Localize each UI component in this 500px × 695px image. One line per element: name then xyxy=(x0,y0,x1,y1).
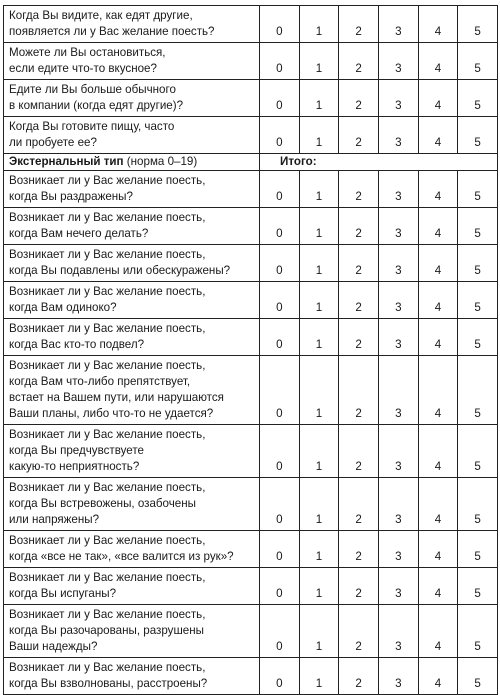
question-text-line: в компании (когда едят другие)? xyxy=(9,99,184,112)
score-option-3[interactable]: 3 xyxy=(378,425,418,478)
score-option-2[interactable]: 2 xyxy=(339,531,379,568)
question-text-line: когда Вы раздражены? xyxy=(9,190,133,203)
score-option-2[interactable]: 2 xyxy=(339,568,379,605)
question-cell xyxy=(4,208,260,245)
question-text-line: Когда Вы готовите пищу, часто xyxy=(9,120,175,133)
score-option-5[interactable]: 5 xyxy=(458,208,498,245)
question-cell xyxy=(4,282,260,319)
question-row xyxy=(4,568,498,605)
score-option-4[interactable]: 4 xyxy=(418,356,458,425)
score-option-1[interactable]: 1 xyxy=(299,117,339,154)
question-row xyxy=(4,80,498,117)
score-option-3[interactable]: 3 xyxy=(378,478,418,531)
score-option-0[interactable]: 0 xyxy=(260,171,300,208)
question-cell xyxy=(4,568,260,605)
score-option-4[interactable]: 4 xyxy=(418,319,458,356)
score-option-3[interactable]: 3 xyxy=(378,6,418,43)
score-option-4[interactable]: 4 xyxy=(418,6,458,43)
score-option-1[interactable]: 1 xyxy=(299,319,339,356)
score-option-4[interactable]: 4 xyxy=(418,282,458,319)
score-option-0[interactable]: 0 xyxy=(260,658,300,695)
question-text-line: какую-то неприятность? xyxy=(9,460,140,473)
question-text-line: или напряжены? xyxy=(9,513,100,526)
question-text-line: Возникает ли у Вас желание поесть, xyxy=(9,428,206,441)
question-text-line: появляется ли у Вас желание поесть? xyxy=(9,25,215,38)
score-option-5[interactable]: 5 xyxy=(458,6,498,43)
question-row xyxy=(4,171,498,208)
section-title-cell xyxy=(4,154,260,171)
question-text-line: Возникает ли у Вас желание поесть, xyxy=(9,481,206,494)
question-text-line: когда Вы испуганы? xyxy=(9,587,117,600)
score-option-2[interactable]: 2 xyxy=(339,171,379,208)
score-option-0[interactable]: 0 xyxy=(260,6,300,43)
score-option-1[interactable]: 1 xyxy=(299,658,339,695)
score-option-3[interactable]: 3 xyxy=(378,605,418,658)
score-option-3[interactable]: 3 xyxy=(378,319,418,356)
score-option-5[interactable]: 5 xyxy=(458,605,498,658)
score-option-4[interactable]: 4 xyxy=(418,245,458,282)
question-row xyxy=(4,531,498,568)
score-option-2[interactable]: 2 xyxy=(339,319,379,356)
score-option-2[interactable]: 2 xyxy=(339,658,379,695)
score-option-2[interactable]: 2 xyxy=(339,80,379,117)
question-text-line: когда Вы встревожены, озабочены xyxy=(9,497,196,510)
question-cell xyxy=(4,171,260,208)
score-option-3[interactable]: 3 xyxy=(378,282,418,319)
score-option-0[interactable]: 0 xyxy=(260,282,300,319)
question-cell xyxy=(4,658,260,695)
score-option-4[interactable]: 4 xyxy=(418,658,458,695)
score-option-2[interactable]: 2 xyxy=(339,117,379,154)
question-text-line: если едите что-то вкусное? xyxy=(9,62,157,75)
score-option-5[interactable]: 5 xyxy=(458,531,498,568)
question-cell xyxy=(4,80,260,117)
score-option-5[interactable]: 5 xyxy=(458,478,498,531)
questions-bottom xyxy=(4,171,498,695)
score-option-4[interactable]: 4 xyxy=(418,171,458,208)
score-option-2[interactable]: 2 xyxy=(339,425,379,478)
score-option-4[interactable]: 4 xyxy=(418,425,458,478)
score-option-1[interactable]: 1 xyxy=(299,282,339,319)
score-option-1[interactable]: 1 xyxy=(299,605,339,658)
question-text-line: Возникает ли у Вас желание поесть, xyxy=(9,248,206,261)
score-option-1[interactable]: 1 xyxy=(299,478,339,531)
question-row xyxy=(4,6,498,43)
question-text-line: Возникает ли у Вас желание поесть, xyxy=(9,211,206,224)
question-text-line: когда Вам нечего делать? xyxy=(9,227,149,240)
question-text-line: Возникает ли у Вас желание поесть, xyxy=(9,661,206,674)
section-title: Экстернальный тип xyxy=(9,155,124,168)
question-text-line: ли пробуете ее? xyxy=(9,136,97,149)
score-option-1[interactable]: 1 xyxy=(299,6,339,43)
section-header-group xyxy=(4,154,498,171)
score-option-1[interactable]: 1 xyxy=(299,208,339,245)
question-row xyxy=(4,605,498,658)
total-label: Итого: xyxy=(280,155,317,168)
question-text-line: Ваши надежды? xyxy=(9,640,98,653)
question-row xyxy=(4,356,498,425)
question-row xyxy=(4,208,498,245)
question-text-line: когда Вы подавлены или обескуражены? xyxy=(9,264,231,277)
score-option-2[interactable]: 2 xyxy=(339,208,379,245)
score-option-1[interactable]: 1 xyxy=(299,245,339,282)
score-option-5[interactable]: 5 xyxy=(458,171,498,208)
score-option-0[interactable]: 0 xyxy=(260,245,300,282)
score-option-2[interactable]: 2 xyxy=(339,282,379,319)
score-option-3[interactable]: 3 xyxy=(378,245,418,282)
question-text-line: когда Вас кто-то подвел? xyxy=(9,338,145,351)
score-option-4[interactable]: 4 xyxy=(418,531,458,568)
score-option-5[interactable]: 5 xyxy=(458,568,498,605)
question-cell xyxy=(4,43,260,80)
score-option-2[interactable]: 2 xyxy=(339,245,379,282)
question-text-line: Возникает ли у Вас желание поесть, xyxy=(9,174,206,187)
question-row xyxy=(4,245,498,282)
question-cell xyxy=(4,117,260,154)
score-option-0[interactable]: 0 xyxy=(260,43,300,80)
score-option-3[interactable]: 3 xyxy=(378,356,418,425)
score-option-0[interactable]: 0 xyxy=(260,425,300,478)
question-text-line: когда Вам что-либо препятствует, xyxy=(9,375,191,388)
question-text-line: Можете ли Вы остановиться, xyxy=(9,46,166,59)
question-text-line: когда Вы предчувствуете xyxy=(9,444,144,457)
question-row xyxy=(4,319,498,356)
question-text-line: Возникает ли у Вас желание поесть, xyxy=(9,608,206,621)
total-cell xyxy=(260,154,498,171)
question-text-line: когда Вы взволнованы, расстроены? xyxy=(9,677,208,690)
score-option-4[interactable]: 4 xyxy=(418,117,458,154)
question-row xyxy=(4,425,498,478)
score-option-3[interactable]: 3 xyxy=(378,658,418,695)
score-option-0[interactable]: 0 xyxy=(260,319,300,356)
score-option-5[interactable]: 5 xyxy=(458,356,498,425)
score-option-1[interactable]: 1 xyxy=(299,425,339,478)
score-option-3[interactable]: 3 xyxy=(378,43,418,80)
question-cell xyxy=(4,425,260,478)
question-cell xyxy=(4,356,260,425)
score-option-0[interactable]: 0 xyxy=(260,605,300,658)
score-option-0[interactable]: 0 xyxy=(260,117,300,154)
score-option-1[interactable]: 1 xyxy=(299,531,339,568)
score-option-3[interactable]: 3 xyxy=(378,171,418,208)
score-option-0[interactable]: 0 xyxy=(260,80,300,117)
section-header-row xyxy=(4,154,498,171)
question-row xyxy=(4,282,498,319)
question-row xyxy=(4,117,498,154)
question-text-line: Ваши планы, либо что-то не удается? xyxy=(9,407,214,420)
score-option-3[interactable]: 3 xyxy=(378,208,418,245)
score-option-4[interactable]: 4 xyxy=(418,43,458,80)
score-option-5[interactable]: 5 xyxy=(458,425,498,478)
score-option-5[interactable]: 5 xyxy=(458,282,498,319)
score-option-4[interactable]: 4 xyxy=(418,568,458,605)
score-option-2[interactable]: 2 xyxy=(339,356,379,425)
question-text-line: Едите ли Вы больше обычного xyxy=(9,83,176,96)
question-cell xyxy=(4,245,260,282)
score-option-2[interactable]: 2 xyxy=(339,6,379,43)
score-option-5[interactable]: 5 xyxy=(458,80,498,117)
questionnaire-table xyxy=(3,5,498,695)
score-option-4[interactable]: 4 xyxy=(418,80,458,117)
score-option-1[interactable]: 1 xyxy=(299,171,339,208)
score-option-0[interactable]: 0 xyxy=(260,208,300,245)
score-option-0[interactable]: 0 xyxy=(260,568,300,605)
score-option-1[interactable]: 1 xyxy=(299,356,339,425)
section-norm: (норма 0–19) xyxy=(123,155,198,168)
question-text-line: Когда Вы видите, как едят другие, xyxy=(9,9,193,22)
question-text-line: Возникает ли у Вас желание поесть, xyxy=(9,534,206,547)
score-option-4[interactable]: 4 xyxy=(418,605,458,658)
score-option-5[interactable]: 5 xyxy=(458,43,498,80)
question-text-line: Возникает ли у Вас желание поесть, xyxy=(9,571,206,584)
questions-top xyxy=(4,6,498,154)
score-option-2[interactable]: 2 xyxy=(339,605,379,658)
question-text-line: встает на Вашем пути, или нарушаются xyxy=(9,391,224,404)
question-cell xyxy=(4,478,260,531)
score-option-3[interactable]: 3 xyxy=(378,80,418,117)
score-option-5[interactable]: 5 xyxy=(458,658,498,695)
question-row xyxy=(4,658,498,695)
score-option-5[interactable]: 5 xyxy=(458,319,498,356)
question-cell xyxy=(4,605,260,658)
question-text-line: Возникает ли у Вас желание поесть, xyxy=(9,359,206,372)
score-option-3[interactable]: 3 xyxy=(378,117,418,154)
question-cell xyxy=(4,531,260,568)
score-option-3[interactable]: 3 xyxy=(378,568,418,605)
score-option-4[interactable]: 4 xyxy=(418,478,458,531)
score-option-5[interactable]: 5 xyxy=(458,245,498,282)
score-option-1[interactable]: 1 xyxy=(299,568,339,605)
question-cell xyxy=(4,6,260,43)
question-text-line: когда Вы разочарованы, разрушены xyxy=(9,624,204,637)
score-option-0[interactable]: 0 xyxy=(260,478,300,531)
score-option-0[interactable]: 0 xyxy=(260,356,300,425)
question-row xyxy=(4,43,498,80)
question-row xyxy=(4,478,498,531)
score-option-1[interactable]: 1 xyxy=(299,80,339,117)
score-option-3[interactable]: 3 xyxy=(378,531,418,568)
question-text-line: когда «все не так», «все валится из рук»? xyxy=(9,550,234,563)
score-option-5[interactable]: 5 xyxy=(458,117,498,154)
score-option-1[interactable]: 1 xyxy=(299,43,339,80)
score-option-4[interactable]: 4 xyxy=(418,208,458,245)
question-text-line: когда Вам одиноко? xyxy=(9,301,117,314)
question-cell xyxy=(4,319,260,356)
question-text-line: Возникает ли у Вас желание поесть, xyxy=(9,322,206,335)
score-option-2[interactable]: 2 xyxy=(339,478,379,531)
question-text-line: Возникает ли у Вас желание поесть, xyxy=(9,285,206,298)
score-option-2[interactable]: 2 xyxy=(339,43,379,80)
score-option-0[interactable]: 0 xyxy=(260,531,300,568)
